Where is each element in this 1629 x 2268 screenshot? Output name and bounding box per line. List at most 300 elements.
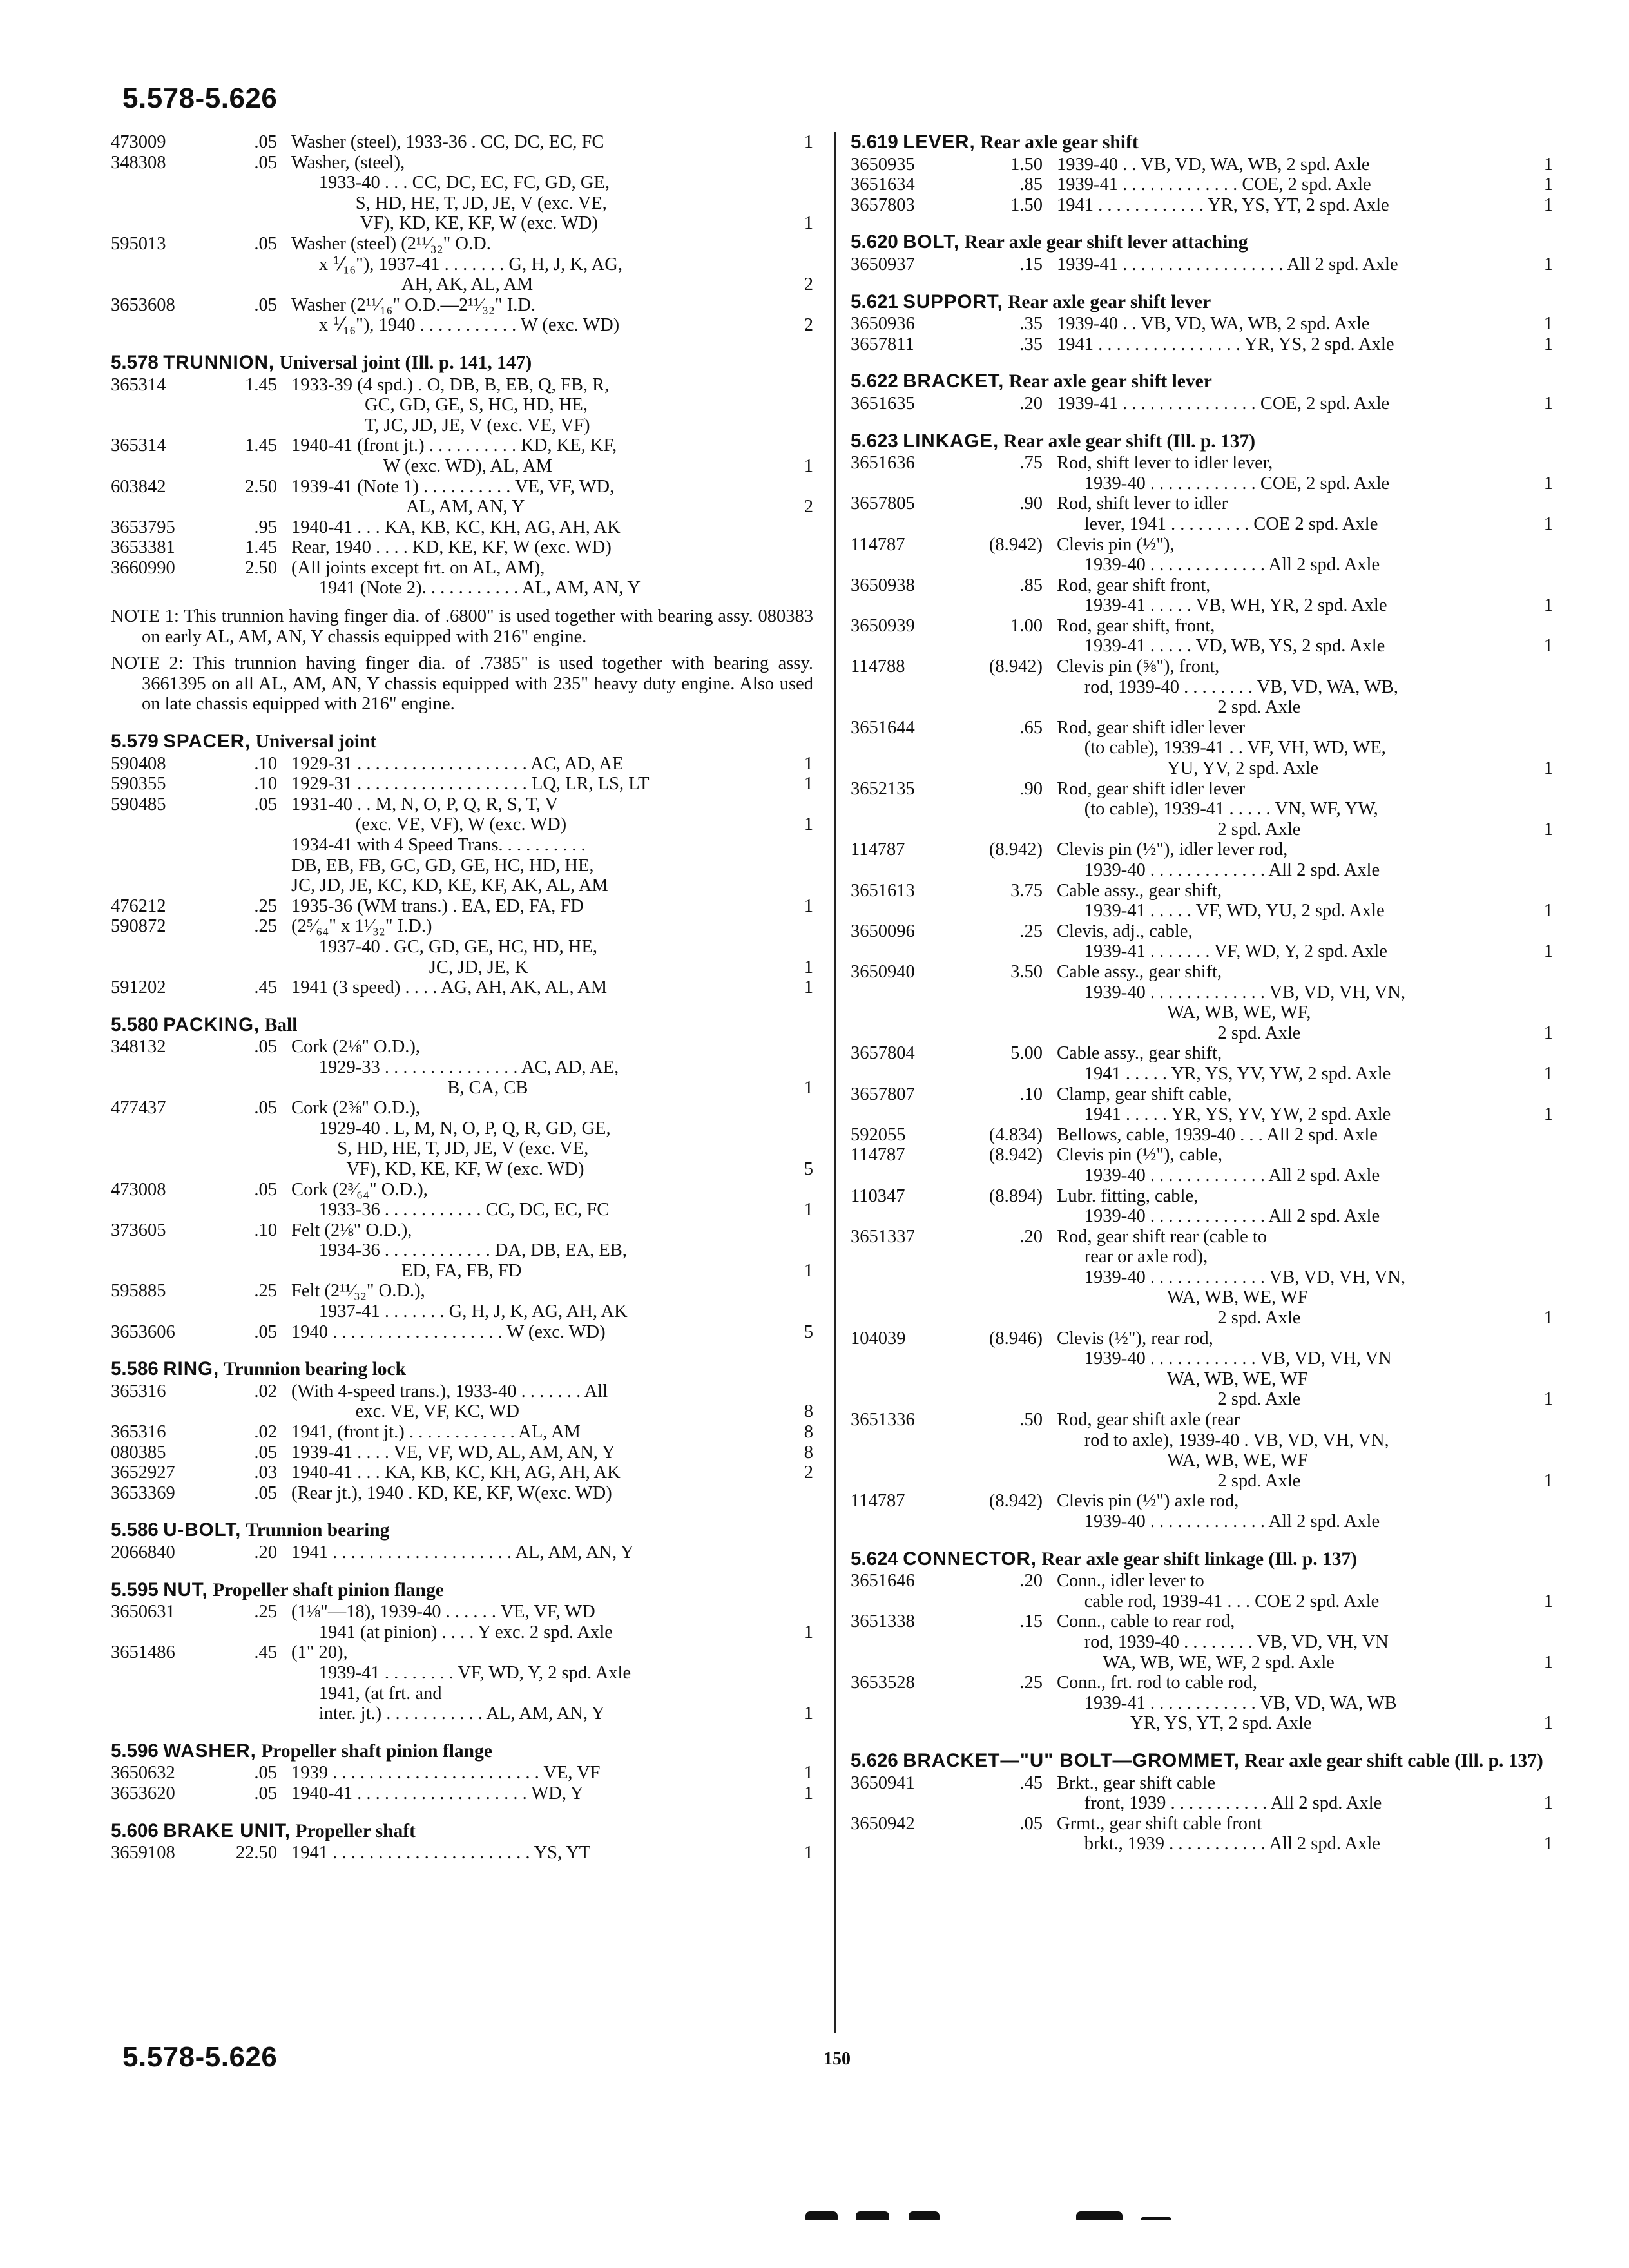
section-number: 5.624 bbox=[851, 1548, 898, 1570]
part-row bbox=[851, 394, 1553, 414]
section-description: Trunnion bearing lock bbox=[224, 1359, 407, 1380]
description-line: 1934-36 . . . . . . . . . . . . DA, DB, EA, EB, bbox=[291, 1240, 627, 1261]
description-line: 1929-31 . . . . . . . . . . . . . . . . . . . AC, AD, AE bbox=[291, 753, 624, 774]
part-number: 3653620 bbox=[111, 1783, 175, 1803]
part-number: 603842 bbox=[111, 476, 166, 497]
section-name: CONNECTOR, bbox=[903, 1548, 1037, 1570]
description-line: Felt (2⅛" O.D.), bbox=[291, 1220, 412, 1240]
description-line: T, JC, JD, JE, V (exc. VE, VF) bbox=[291, 415, 590, 436]
description-line: Conn., idler lever to bbox=[1057, 1571, 1204, 1591]
part-row bbox=[111, 1443, 813, 1463]
description-line: 1939-41 (Note 1) . . . . . . . . . . VE, VF, WD, bbox=[291, 476, 615, 497]
part-number: 3650937 bbox=[851, 254, 915, 274]
part-price: 2.50 bbox=[245, 557, 277, 578]
description-line: 1939-40 . . . . . . . . . . . . . VB, VD, VH, VN, bbox=[1057, 982, 1406, 1003]
description-line: Clevis (½"), rear rod, bbox=[1057, 1328, 1213, 1349]
scan-mark bbox=[909, 2211, 940, 2220]
section-heading bbox=[111, 1580, 813, 1601]
right-column bbox=[851, 132, 1553, 1854]
description-line: front, 1939 . . . . . . . . . . . All 2 spd. Axle bbox=[1057, 1793, 1382, 1814]
part-row bbox=[851, 1571, 1553, 1611]
part-row bbox=[851, 840, 1553, 880]
section-number: 5.621 bbox=[851, 291, 898, 312]
part-row bbox=[851, 1125, 1553, 1146]
part-quantity: 2 bbox=[804, 497, 813, 517]
description-line: Conn., frt. rod to cable rod, bbox=[1057, 1673, 1258, 1693]
part-description bbox=[291, 1220, 778, 1282]
section-heading bbox=[851, 431, 1553, 452]
part-description bbox=[291, 1542, 778, 1563]
section-description: Ball bbox=[264, 1014, 298, 1035]
part-number: 3650936 bbox=[851, 314, 915, 334]
description-line: (1⅛"—18), 1939-40 . . . . . . VE, VF, WD bbox=[291, 1602, 595, 1622]
part-price: .05 bbox=[254, 294, 277, 315]
description-line: WA, WB, WE, WF, bbox=[1057, 1003, 1311, 1023]
part-number: 3651636 bbox=[851, 453, 915, 474]
description-line: Clevis pin (½") axle rod, bbox=[1057, 1491, 1239, 1512]
section-heading bbox=[111, 352, 813, 374]
description-line: (exc. VE, VF), W (exc. WD) bbox=[291, 814, 567, 835]
scan-mark bbox=[856, 2211, 889, 2220]
part-description bbox=[291, 1422, 778, 1443]
description-line: Conn., cable to rear rod, bbox=[1057, 1611, 1235, 1632]
part-number: 3651646 bbox=[851, 1571, 915, 1591]
description-line: GC, GD, GE, S, HC, HD, HE, bbox=[291, 395, 588, 416]
description-line: 1940-41 (front jt.) . . . . . . . . . . KD, KE, KF, bbox=[291, 436, 617, 456]
part-row bbox=[851, 616, 1553, 657]
section-heading bbox=[111, 1520, 813, 1541]
part-number bbox=[111, 835, 220, 896]
part-number: 3652927 bbox=[111, 1463, 175, 1483]
description-line: 1941 (at pinion) . . . . Y exc. 2 spd. Axle bbox=[291, 1622, 613, 1642]
section-number: 5.580 bbox=[111, 1014, 159, 1035]
scan-mark bbox=[1076, 2211, 1123, 2220]
section-number: 5.586 bbox=[111, 1358, 159, 1380]
description-line: 1939-41 . . . . VE, VF, WD, AL, AM, AN, Y bbox=[291, 1442, 615, 1463]
description-line: 2 spd. Axle bbox=[1057, 1470, 1301, 1491]
part-price: .90 bbox=[1019, 494, 1043, 514]
part-description bbox=[291, 477, 778, 517]
description-line: 1939-40 . . . . . . . . . . . . . VB, VD, VH, VN, bbox=[1057, 1267, 1406, 1287]
part-row bbox=[111, 1098, 813, 1179]
part-number: 3659108 bbox=[111, 1843, 175, 1863]
section-name: LEVER, bbox=[903, 131, 976, 153]
description-line: VF), KD, KE, KF, W (exc. WD) bbox=[291, 1158, 584, 1179]
section-description: Rear axle gear shift linkage (Ill. p. 137) bbox=[1041, 1548, 1358, 1570]
section-description: Trunnion bearing bbox=[246, 1520, 390, 1541]
part-quantity: 1 bbox=[1543, 1713, 1553, 1734]
description-line: 1939-40 . . . . . . . . . . . . . All 2 spd. Axle bbox=[1057, 860, 1380, 880]
part-description bbox=[291, 1037, 778, 1098]
description-line: 1939-40 . . VB, VD, WA, WB, 2 spd. Axle bbox=[1057, 314, 1370, 334]
part-price: .20 bbox=[254, 1542, 277, 1562]
section-number: 5.626 bbox=[851, 1749, 898, 1771]
part-quantity: 1 bbox=[804, 774, 813, 794]
part-quantity: 5 bbox=[804, 1321, 813, 1342]
section-description: Rear axle gear shift (Ill. p. 137) bbox=[1003, 430, 1256, 452]
part-price: (8.894) bbox=[988, 1186, 1043, 1206]
section-heading bbox=[111, 1015, 813, 1036]
description-line: 1939-41 . . . . . . . . . . . . . COE, 2 spd. Axle bbox=[1057, 175, 1371, 195]
description-line: 2 spd. Axle bbox=[1057, 697, 1301, 718]
part-price: .02 bbox=[254, 1422, 277, 1443]
column-divider bbox=[834, 132, 836, 2033]
description-line: 1937-40 . GC, GD, GE, HC, HD, HE, bbox=[291, 936, 597, 957]
part-description bbox=[1057, 1227, 1518, 1329]
part-quantity: 1 bbox=[804, 1260, 813, 1281]
description-line: 1939-40 . . . . . . . . . . . . . All 2 spd. Axle bbox=[1057, 1512, 1380, 1532]
part-description bbox=[291, 537, 778, 558]
part-row bbox=[111, 1463, 813, 1483]
part-price: .25 bbox=[1019, 921, 1043, 941]
part-description bbox=[291, 1322, 778, 1343]
section-number: 5.586 bbox=[111, 1519, 159, 1541]
description-line: 1941 . . . . . . . . . . . . . . . . . . . . . . YS, YT bbox=[291, 1843, 591, 1863]
part-number: 3657811 bbox=[851, 334, 914, 354]
description-line: Felt (2¹¹⁄₃₂" O.D.), bbox=[291, 1281, 425, 1302]
description-line: rear or axle rod), bbox=[1057, 1247, 1208, 1267]
part-description bbox=[291, 1843, 778, 1863]
description-line: Washer (steel) (2¹¹⁄₃₂" O.D. bbox=[291, 233, 491, 254]
description-line: 1941 . . . . . YR, YS, YV, YW, 2 spd. Axle bbox=[1057, 1063, 1391, 1084]
part-row bbox=[111, 1180, 813, 1220]
part-quantity: 1 bbox=[1543, 758, 1553, 779]
part-price: .15 bbox=[1019, 1611, 1043, 1632]
part-price bbox=[220, 835, 291, 896]
part-quantity: 1 bbox=[1543, 154, 1553, 175]
part-number: 3651486 bbox=[111, 1642, 175, 1663]
description-line: Cable assy., gear shift, bbox=[1057, 961, 1222, 982]
section-heading bbox=[851, 1751, 1553, 1772]
part-row bbox=[111, 375, 813, 436]
part-price: .25 bbox=[254, 1281, 277, 1302]
part-number: 110347 bbox=[851, 1186, 905, 1206]
part-row bbox=[111, 1381, 813, 1422]
part-quantity: 2 bbox=[804, 1463, 813, 1483]
part-row bbox=[851, 1329, 1553, 1410]
description-line: Rear, 1940 . . . . KD, KE, KF, W (exc. WD) bbox=[291, 537, 612, 558]
description-line: VF), KD, KE, KF, W (exc. WD) bbox=[291, 213, 598, 234]
part-price: 1.50 bbox=[1010, 154, 1043, 175]
part-number: 3651644 bbox=[851, 717, 915, 738]
section-heading bbox=[111, 1741, 813, 1762]
part-row bbox=[111, 794, 813, 835]
part-row bbox=[851, 195, 1553, 216]
part-description bbox=[291, 517, 778, 538]
part-price: .25 bbox=[254, 1602, 277, 1622]
part-price: .05 bbox=[254, 1098, 277, 1119]
section-heading bbox=[851, 371, 1553, 392]
description-line: 2 spd. Axle bbox=[1057, 1308, 1301, 1329]
part-description bbox=[291, 896, 778, 917]
part-description bbox=[291, 558, 778, 599]
section-name: SUPPORT, bbox=[903, 291, 1003, 312]
description-line: AH, AK, AL, AM bbox=[291, 274, 534, 295]
part-quantity: 1 bbox=[804, 957, 813, 977]
part-number: 365316 bbox=[111, 1422, 166, 1443]
section-heading bbox=[851, 292, 1553, 313]
part-row bbox=[851, 657, 1553, 718]
part-price: .05 bbox=[254, 1442, 277, 1463]
part-row bbox=[111, 1542, 813, 1563]
section-description: Rear axle gear shift bbox=[980, 132, 1139, 153]
part-description bbox=[291, 1642, 778, 1724]
description-line: S, HD, HE, T, JD, JE, V (exc. VE, bbox=[291, 1139, 589, 1159]
part-row bbox=[851, 881, 1553, 921]
part-row bbox=[111, 1843, 813, 1863]
part-price: 3.75 bbox=[1010, 880, 1043, 901]
section-description: Propeller shaft pinion flange bbox=[261, 1740, 492, 1762]
part-number: 3650938 bbox=[851, 575, 915, 595]
description-line: Bellows, cable, 1939-40 . . . All 2 spd. Axle bbox=[1057, 1124, 1378, 1145]
description-line: 1939-41 . . . . . VF, WD, YU, 2 spd. Axle bbox=[1057, 901, 1385, 921]
part-price: 1.45 bbox=[245, 537, 277, 558]
description-line: 1939-40 . . VB, VD, WA, WB, 2 spd. Axle bbox=[1057, 154, 1370, 175]
description-line: 1941, (front jt.) . . . . . . . . . . . . AL, AM bbox=[291, 1422, 581, 1443]
description-line: JC, JD, JE, K bbox=[291, 957, 528, 977]
description-line: YU, YV, 2 spd. Axle bbox=[1057, 758, 1319, 779]
description-line: (All joints except frt. on AL, AM), bbox=[291, 557, 545, 578]
part-description bbox=[291, 1463, 778, 1483]
section-note: NOTE 1: This trunnion having finger dia. of .6800" is used together with bearing assy. 080383 on early AL, AM, AN, Y chassis equipped with 216" engine. bbox=[111, 606, 813, 647]
part-price: .02 bbox=[254, 1381, 277, 1401]
section-heading bbox=[851, 232, 1553, 253]
part-row bbox=[111, 774, 813, 794]
part-quantity: 1 bbox=[1543, 1652, 1553, 1673]
part-description bbox=[1057, 453, 1518, 494]
part-row bbox=[851, 718, 1553, 779]
part-description bbox=[1057, 394, 1518, 414]
part-description bbox=[1057, 195, 1518, 216]
part-price: 1.00 bbox=[1010, 615, 1043, 636]
part-row bbox=[851, 1611, 1553, 1673]
part-description bbox=[1057, 840, 1518, 880]
part-quantity: 1 bbox=[804, 1843, 813, 1863]
description-line: Clevis pin (½"), idler lever rod, bbox=[1057, 840, 1288, 860]
part-price: .25 bbox=[1019, 1673, 1043, 1693]
description-line: x ⅟₁₆"), 1940 . . . . . . . . . . . W (exc. WD) bbox=[291, 315, 620, 336]
part-quantity: 1 bbox=[804, 1783, 813, 1803]
part-description bbox=[291, 977, 778, 998]
description-line: Washer, (steel), bbox=[291, 152, 405, 173]
part-row bbox=[851, 921, 1553, 962]
description-line: cable rod, 1939-41 . . . COE 2 spd. Axle bbox=[1057, 1591, 1380, 1611]
part-price: .10 bbox=[254, 753, 277, 774]
part-description bbox=[1057, 1145, 1518, 1186]
part-price: .20 bbox=[1019, 393, 1043, 414]
description-line: 1939-41 . . . . . VD, WB, YS, 2 spd. Axle bbox=[1057, 636, 1385, 657]
section-description: Rear axle gear shift lever attaching bbox=[964, 232, 1248, 253]
section-name: NUT, bbox=[163, 1579, 208, 1600]
part-number: 473009 bbox=[111, 132, 166, 152]
part-row bbox=[851, 962, 1553, 1043]
part-description bbox=[291, 1602, 778, 1642]
description-line: (With 4-speed trans.), 1933-40 . . . . . . . All bbox=[291, 1381, 608, 1401]
part-price: (4.834) bbox=[988, 1124, 1043, 1145]
part-number: 365314 bbox=[111, 436, 166, 456]
part-row bbox=[111, 1763, 813, 1783]
part-row bbox=[851, 1227, 1553, 1329]
part-row bbox=[111, 1783, 813, 1804]
part-row bbox=[111, 1483, 813, 1504]
part-quantity: 1 bbox=[1543, 1023, 1553, 1043]
description-line: Rod, shift lever to idler lever, bbox=[1057, 453, 1273, 474]
part-price: .05 bbox=[254, 794, 277, 814]
section-number: 5.579 bbox=[111, 731, 159, 753]
part-number: 114788 bbox=[851, 657, 905, 677]
description-line: 1941 (3 speed) . . . . AG, AH, AK, AL, AM bbox=[291, 977, 608, 998]
part-description bbox=[1057, 494, 1518, 534]
description-line: 1929-40 . L, M, N, O, P, Q, R, GD, GE, bbox=[291, 1118, 611, 1139]
part-quantity: 1 bbox=[1543, 314, 1553, 334]
description-line: 1929-33 . . . . . . . . . . . . . . . AC, AD, AE, bbox=[291, 1057, 619, 1077]
part-description bbox=[1057, 921, 1518, 962]
part-number: 3650096 bbox=[851, 921, 915, 941]
part-row bbox=[851, 779, 1553, 840]
part-description bbox=[1057, 1186, 1518, 1227]
description-line: rod to axle), 1939-40 . VB, VD, VH, VN, bbox=[1057, 1430, 1389, 1450]
part-number: 348308 bbox=[111, 152, 166, 173]
part-description bbox=[291, 1381, 778, 1422]
part-price: .75 bbox=[1019, 453, 1043, 474]
part-row bbox=[111, 558, 813, 599]
description-line: WA, WB, WE, WF bbox=[1057, 1369, 1308, 1389]
description-line: 1939-41 . . . . . . . VF, WD, Y, 2 spd. Axle bbox=[1057, 941, 1387, 962]
part-price: .05 bbox=[254, 1179, 277, 1200]
part-row bbox=[111, 754, 813, 774]
section-number: 5.596 bbox=[111, 1740, 159, 1762]
description-line: 1934-41 with 4 Speed Trans. . . . . . . . . . bbox=[291, 835, 586, 855]
part-price: .25 bbox=[254, 916, 277, 937]
section-description: Universal joint (Ill. p. 141, 147) bbox=[279, 352, 532, 373]
part-price: .45 bbox=[1019, 1773, 1043, 1793]
description-line: 1933-40 . . . CC, DC, EC, FC, GD, GE, bbox=[291, 173, 610, 193]
part-quantity: 8 bbox=[804, 1422, 813, 1443]
part-row bbox=[111, 436, 813, 476]
part-price: .15 bbox=[1019, 254, 1043, 274]
part-number: 590355 bbox=[111, 774, 166, 794]
part-quantity: 1 bbox=[804, 896, 813, 916]
part-number: 114787 bbox=[851, 1145, 905, 1166]
description-line: 1939-40 . . . . . . . . . . . . . All 2 spd. Axle bbox=[1057, 555, 1380, 575]
section-name: PACKING, bbox=[163, 1014, 260, 1035]
part-number: 365314 bbox=[111, 374, 166, 395]
scan-mark bbox=[805, 2211, 838, 2220]
part-number: 3650632 bbox=[111, 1763, 175, 1783]
description-line: 1939-41 . . . . . VB, WH, YR, 2 spd. Axle bbox=[1057, 595, 1387, 616]
description-line: 1939-40 . . . . . . . . . . . . VB, VD, VH, VN bbox=[1057, 1349, 1392, 1369]
part-number: 3651336 bbox=[851, 1410, 915, 1430]
description-line: (to cable), 1939-41 . . VF, VH, WD, WE, bbox=[1057, 738, 1386, 758]
description-line: 1940-41 . . . KA, KB, KC, KH, AG, AH, AK bbox=[291, 517, 621, 537]
part-quantity: 1 bbox=[804, 1077, 813, 1098]
part-price: .05 bbox=[254, 1763, 277, 1783]
part-price: .95 bbox=[254, 517, 277, 537]
part-description bbox=[1057, 1043, 1518, 1084]
part-description bbox=[291, 1281, 778, 1321]
section-description: Rear axle gear shift lever bbox=[1008, 291, 1211, 312]
description-line: Rod, gear shift, front, bbox=[1057, 615, 1215, 636]
description-line: brkt., 1939 . . . . . . . . . . . All 2 spd. Axle bbox=[1057, 1834, 1380, 1854]
part-number: 3653381 bbox=[111, 537, 175, 558]
part-row bbox=[111, 1322, 813, 1343]
description-line: 1941 (Note 2). . . . . . . . . . . AL, AM, AN, Y bbox=[291, 578, 641, 599]
part-number: 590408 bbox=[111, 753, 166, 774]
description-line: 2 spd. Axle bbox=[1057, 819, 1301, 840]
part-number: 3660990 bbox=[111, 557, 175, 578]
description-line: 2 spd. Axle bbox=[1057, 1023, 1301, 1043]
part-number: 3653795 bbox=[111, 517, 175, 537]
part-quantity: 1 bbox=[1543, 1389, 1553, 1410]
part-price: .10 bbox=[254, 774, 277, 794]
description-line: 1941 . . . . . . . . . . . . . . . . YR, YS, 2 spd. Axle bbox=[1057, 334, 1394, 354]
description-line: WA, WB, WE, WF bbox=[1057, 1287, 1308, 1308]
part-row bbox=[111, 477, 813, 517]
part-price: .05 bbox=[254, 1037, 277, 1057]
part-number: 590485 bbox=[111, 794, 166, 814]
description-line: lever, 1941 . . . . . . . . . COE 2 spd. Axle bbox=[1057, 514, 1378, 534]
description-line: (Rear jt.), 1940 . KD, KE, KF, W(exc. WD) bbox=[291, 1483, 612, 1503]
part-price: .65 bbox=[1019, 717, 1043, 738]
part-number: 373605 bbox=[111, 1220, 166, 1240]
part-description bbox=[291, 774, 778, 794]
part-price: .03 bbox=[254, 1463, 277, 1483]
section-description: Rear axle gear shift cable (Ill. p. 137) bbox=[1244, 1750, 1543, 1771]
part-row bbox=[111, 835, 813, 896]
part-row bbox=[851, 1491, 1553, 1532]
part-price: .25 bbox=[254, 896, 277, 916]
description-line: 2 spd. Axle bbox=[1057, 1389, 1301, 1410]
part-price: .05 bbox=[1019, 1813, 1043, 1834]
part-quantity: 1 bbox=[804, 814, 813, 835]
part-row bbox=[111, 153, 813, 234]
part-price: .05 bbox=[254, 132, 277, 152]
description-line: Rod, gear shift axle (rear bbox=[1057, 1410, 1240, 1430]
part-number: 114787 bbox=[851, 840, 905, 860]
description-line: x ⅟₁₆"), 1937-41 . . . . . . . G, H, J, K, AG, bbox=[291, 254, 622, 274]
part-row bbox=[851, 1186, 1553, 1227]
part-price: .50 bbox=[1019, 1410, 1043, 1430]
part-quantity: 1 bbox=[1543, 595, 1553, 616]
description-line: 1939-41 . . . . . . . . VF, WD, Y, 2 spd. Axle bbox=[291, 1662, 631, 1683]
description-line: Clevis, adj., cable, bbox=[1057, 921, 1193, 941]
description-line: 1929-31 . . . . . . . . . . . . . . . . . . . LQ, LR, LS, LT bbox=[291, 774, 650, 794]
description-line: 1941 . . . . . . . . . . . . YR, YS, YT, 2 spd. Axle bbox=[1057, 195, 1389, 215]
part-row bbox=[111, 896, 813, 917]
part-row bbox=[111, 977, 813, 998]
part-row bbox=[111, 1220, 813, 1282]
part-price: 1.50 bbox=[1010, 195, 1043, 215]
part-price: (8.942) bbox=[988, 534, 1043, 555]
description-line: (to cable), 1939-41 . . . . . VN, WF, YW, bbox=[1057, 799, 1378, 820]
description-line: 1941, (at frt. and bbox=[291, 1683, 442, 1704]
description-line: rod, 1939-40 . . . . . . . . VB, VD, VH, VN bbox=[1057, 1631, 1389, 1652]
description-line: Clevis pin (½"), bbox=[1057, 534, 1175, 555]
part-quantity: 1 bbox=[1543, 1470, 1553, 1491]
part-row bbox=[851, 255, 1553, 275]
part-price: 2.50 bbox=[245, 476, 277, 497]
description-line: 1939-41 . . . . . . . . . . . . . . . COE, 2 spd. Axle bbox=[1057, 393, 1390, 414]
part-description bbox=[1057, 779, 1518, 840]
part-row bbox=[851, 1084, 1553, 1125]
part-number: 3651634 bbox=[851, 175, 915, 195]
part-row bbox=[851, 575, 1553, 616]
section-number: 5.619 bbox=[851, 131, 898, 153]
part-number: 3657805 bbox=[851, 494, 915, 514]
description-line: Grmt., gear shift cable front bbox=[1057, 1813, 1262, 1834]
part-price: .85 bbox=[1019, 575, 1043, 595]
part-quantity: 2 bbox=[804, 274, 813, 295]
